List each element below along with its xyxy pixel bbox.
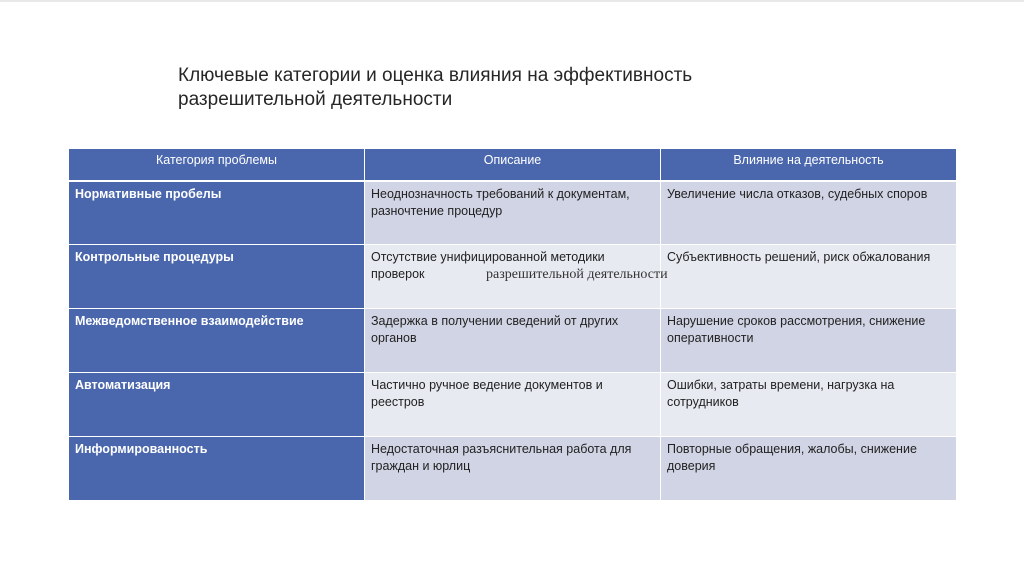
category-cell: Нормативные пробелы (69, 181, 365, 245)
title-line-1: Ключевые категории и оценка влияния на эффективность (178, 65, 693, 86)
category-cell: Контрольные процедуры (69, 245, 365, 309)
impact-cell: Нарушение сроков рассмотрения, снижение оперативности (661, 309, 957, 373)
header-impact: Влияние на деятельность (661, 149, 957, 181)
table-header-row (69, 149, 957, 181)
description-cell: Частично ручное ведение документов и реестров (365, 373, 661, 437)
header-description: Описание (365, 149, 661, 181)
category-cell: Автоматизация (69, 373, 365, 437)
description-cell: Недостаточная разъяснительная работа для граждан и юрлиц (365, 437, 661, 501)
overlay-text: разрешительной деятельности (486, 267, 668, 282)
table-row (69, 373, 957, 437)
categories-table (68, 148, 957, 501)
table-row (69, 437, 957, 501)
impact-cell: Увеличение числа отказов, судебных споров (661, 181, 957, 245)
description-cell: Отсутствие унифицированной методики проверок (365, 245, 661, 309)
impact-cell: Повторные обращения, жалобы, снижение доверия (661, 437, 957, 501)
impact-cell: Ошибки, затраты времени, нагрузка на сотрудников (661, 373, 957, 437)
table-row (69, 309, 957, 373)
category-cell: Межведомственное взаимодействие (69, 309, 365, 373)
table-row (69, 181, 957, 245)
slide-title (178, 64, 878, 112)
title-line-2: разрешительной деятельности (178, 89, 453, 110)
category-cell: Информированность (69, 437, 365, 501)
header-category: Категория проблемы (69, 149, 365, 181)
impact-cell: Субъективность решений, риск обжалования (661, 245, 957, 309)
description-cell: Неоднозначность требований к документам, разночтение процедур (365, 181, 661, 245)
top-border (0, 0, 1024, 2)
description-cell: Задержка в получении сведений от других органов (365, 309, 661, 373)
